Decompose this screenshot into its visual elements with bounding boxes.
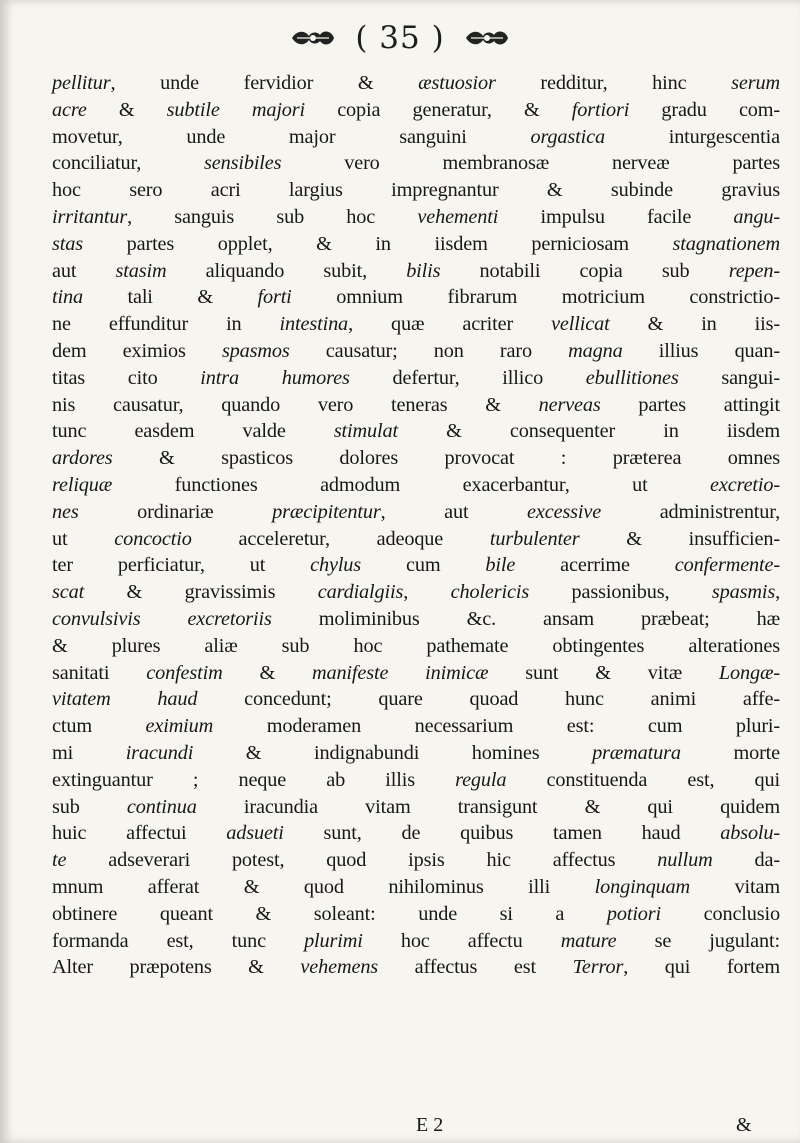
text-segment: & consequenter in iisdem — [397, 420, 780, 443]
text-line — [52, 124, 780, 151]
text-segment: tunc easdem valde — [52, 420, 334, 443]
italic-text-segment: nes — [52, 500, 79, 523]
italic-text-segment: longinquam — [594, 875, 691, 898]
italic-text-segment: intestina — [279, 313, 349, 336]
italic-text-segment: intra humores — [200, 366, 350, 389]
text-line — [52, 311, 780, 338]
text-line — [52, 820, 780, 847]
text-segment: redditur, hinc — [495, 72, 732, 94]
text-segment: hoc sero acri largius impregnantur & subinde gravius — [52, 179, 780, 202]
text-segment: aliquando subit, — [166, 259, 407, 282]
page-header — [0, 18, 800, 58]
italic-text-segment: vitatem haud — [52, 688, 198, 711]
italic-text-segment: stagnationem — [672, 232, 780, 255]
text-segment: omnium fibrarum motricium constrictio- — [291, 286, 780, 309]
text-segment: , — [775, 581, 781, 604]
text-segment: mnum afferat & quod nihilominus illi — [52, 875, 595, 898]
text-segment: administrentur, — [601, 500, 780, 523]
italic-text-segment: plurimi — [304, 929, 363, 952]
page-footer — [0, 1114, 800, 1138]
italic-text-segment: stasim — [115, 259, 167, 282]
text-line — [52, 70, 780, 97]
italic-text-segment: cholericis — [450, 581, 530, 604]
text-segment: conclusio — [661, 902, 780, 925]
text-segment: morte — [680, 741, 781, 764]
printer-fleuron-icon — [289, 26, 337, 50]
text-line — [52, 928, 780, 955]
text-segment: formanda est, tunc — [52, 929, 305, 952]
italic-text-segment: continua — [126, 795, 197, 818]
text-segment: , qui fortem — [623, 956, 780, 979]
italic-text-segment: eximium — [145, 715, 214, 738]
text-segment: , — [403, 581, 451, 604]
italic-text-segment: scat — [52, 581, 85, 604]
text-line — [52, 794, 780, 821]
text-segment: & in iis- — [609, 313, 780, 336]
text-segment: vero membranosæ nerveæ partes — [281, 152, 780, 175]
text-segment: dem eximios — [52, 339, 222, 362]
text-segment: passionibus, — [529, 581, 712, 604]
text-line — [52, 97, 780, 124]
text-line — [52, 740, 780, 767]
text-segment: sunt & vitæ — [488, 661, 719, 684]
italic-text-segment: acre — [52, 98, 87, 121]
italic-text-segment: nullum — [657, 849, 713, 872]
italic-text-segment: excretio- — [710, 473, 780, 496]
italic-text-segment: serum — [731, 72, 780, 94]
text-segment: , sanguis sub hoc — [127, 205, 418, 228]
text-line — [52, 767, 780, 794]
italic-text-segment: Longæ- — [718, 661, 781, 684]
text-line — [52, 445, 780, 472]
text-segment: sangui- — [678, 366, 780, 389]
italic-text-segment: regula — [455, 768, 507, 791]
text-segment: nis causatur, quando vero teneras & — [52, 393, 539, 416]
text-segment: obtinere queant & soleant: unde si a — [52, 902, 607, 925]
text-line — [52, 472, 780, 499]
italic-text-segment: absolu- — [720, 822, 781, 845]
italic-text-segment: æstuosior — [418, 72, 496, 94]
italic-text-segment: irritantur — [52, 205, 128, 228]
text-segment: defertur, illico — [349, 366, 586, 389]
text-segment: acceleretur, adeoque — [191, 527, 490, 550]
italic-text-segment: nerveas — [538, 393, 601, 416]
text-segment: & — [86, 98, 167, 121]
text-line — [52, 231, 780, 258]
text-line — [52, 954, 780, 981]
text-line — [52, 686, 780, 713]
text-line — [52, 526, 780, 553]
italic-text-segment: vellicat — [551, 313, 610, 336]
text-segment: copia generatur, & — [305, 98, 572, 121]
text-segment: & gravissimis — [84, 581, 318, 604]
text-segment: ordinariæ — [78, 500, 273, 523]
text-segment: & plures aliæ sub hoc pathemate obtingentes alterationes — [52, 634, 780, 657]
page-number: ( 35 ) — [355, 19, 445, 56]
text-line — [52, 713, 780, 740]
text-segment: , aut — [380, 500, 528, 523]
italic-text-segment: reliquæ — [52, 473, 113, 496]
text-segment: ter perficiatur, ut — [52, 554, 311, 577]
text-line — [52, 901, 780, 928]
text-segment: mi — [52, 741, 126, 764]
italic-text-segment: præcipitentur — [272, 500, 381, 523]
text-segment: vitam — [690, 875, 781, 898]
italic-text-segment: manifeste inimicæ — [311, 661, 489, 684]
italic-text-segment: præmatura — [592, 741, 681, 764]
text-segment: gradu com- — [629, 98, 781, 121]
signature-mark: E 2 — [416, 1114, 444, 1136]
italic-text-segment: iracundi — [125, 741, 194, 764]
text-segment: & indignabundi homines — [193, 741, 593, 764]
italic-text-segment: sensibiles — [204, 152, 282, 175]
text-segment: cum — [361, 554, 486, 577]
text-line — [52, 177, 780, 204]
italic-text-segment: vehementi — [417, 205, 499, 228]
italic-text-segment: excessive — [527, 500, 602, 523]
text-segment: da- — [712, 849, 780, 872]
text-line — [52, 150, 780, 177]
italic-text-segment: fortiori — [571, 98, 630, 121]
text-segment: affectus est — [378, 956, 573, 979]
text-segment: ut — [52, 527, 115, 550]
text-line — [52, 633, 780, 660]
italic-text-segment: chylus — [310, 554, 362, 577]
text-line — [52, 338, 780, 365]
italic-text-segment: cardialgiis — [317, 581, 404, 604]
italic-text-segment: angu- — [733, 205, 780, 228]
italic-text-segment: stas — [52, 232, 83, 255]
text-segment: ctum — [52, 715, 146, 738]
latin-text-body — [52, 70, 780, 981]
italic-text-segment: convulsivis excretoriis — [52, 607, 272, 630]
italic-text-segment: tina — [52, 286, 83, 309]
text-segment: functiones admodum exacerbantur, ut — [112, 473, 711, 496]
printer-fleuron-icon — [463, 26, 511, 50]
text-segment: impulsu facile — [498, 205, 734, 228]
text-segment: & — [222, 661, 312, 684]
text-segment: partes attingit — [600, 393, 780, 416]
text-segment: partes opplet, & in iisdem perniciosam — [82, 232, 673, 255]
italic-text-segment: ardores — [52, 447, 113, 470]
text-segment: adseverari potest, quod ipsis hic affectus — [66, 849, 658, 872]
catchword: & — [736, 1114, 752, 1136]
text-segment: moliminibus &c. ansam præbeat; hæ — [271, 607, 781, 630]
text-line — [52, 284, 780, 311]
text-line — [52, 204, 780, 231]
text-segment: tali & — [82, 286, 258, 309]
text-line — [52, 874, 780, 901]
text-segment: sub — [52, 795, 127, 818]
italic-text-segment: subtile majori — [166, 98, 306, 121]
italic-text-segment: repen- — [728, 259, 780, 282]
italic-text-segment: spasmis — [711, 581, 776, 604]
text-segment: Alter præpotens & — [52, 956, 301, 979]
italic-text-segment: potiori — [606, 902, 662, 925]
text-line — [52, 847, 780, 874]
text-segment: acerrime — [515, 554, 675, 577]
italic-text-segment: confestim — [146, 661, 223, 684]
text-line — [52, 365, 780, 392]
text-segment: moderamen necessarium est: cum pluri- — [213, 715, 781, 738]
text-segment: concedunt; quare quoad hunc animi affe- — [197, 688, 781, 711]
text-segment: movetur, unde major sanguini — [52, 125, 531, 148]
italic-text-segment: spasmos — [221, 339, 290, 362]
text-line — [52, 660, 780, 687]
text-segment: se jugulant: — [616, 929, 780, 952]
text-segment: huic affectui — [52, 822, 227, 845]
text-segment: & insufficien- — [579, 527, 780, 550]
italic-text-segment: te — [52, 849, 67, 872]
text-segment: iracundia vitam transigunt & qui quidem — [196, 795, 780, 818]
text-segment: aut — [52, 259, 116, 282]
text-segment: constituenda est, qui — [506, 768, 780, 791]
text-line — [52, 418, 780, 445]
text-segment: notabili copia sub — [440, 259, 729, 282]
text-line — [52, 499, 780, 526]
italic-text-segment: confermente- — [674, 554, 780, 577]
text-segment: inturgescentia — [604, 125, 780, 148]
italic-text-segment: mature — [560, 929, 617, 952]
text-segment: illius quan- — [622, 339, 780, 362]
italic-text-segment: forti — [257, 286, 292, 309]
italic-text-segment: ebullitiones — [585, 366, 679, 389]
text-segment: extinguantur ; neque ab illis — [52, 768, 456, 791]
italic-text-segment: turbulenter — [489, 527, 580, 550]
text-segment: titas cito — [52, 366, 201, 389]
text-line — [52, 552, 780, 579]
italic-text-segment: vehemens — [300, 956, 379, 979]
italic-text-segment: magna — [568, 339, 623, 362]
italic-text-segment: bile — [485, 554, 516, 577]
text-segment: sunt, de quibus tamen haud — [283, 822, 721, 845]
italic-text-segment: pellitur — [52, 72, 111, 94]
italic-text-segment: Terror — [572, 956, 624, 979]
text-segment: hoc affectu — [362, 929, 561, 952]
text-segment: sanitati — [52, 661, 147, 684]
italic-text-segment: concoctio — [114, 527, 192, 550]
text-segment: & spasticos dolores provocat : præterea omnes — [112, 447, 780, 470]
italic-text-segment: adsueti — [226, 822, 284, 845]
text-segment: , quæ acriter — [348, 313, 552, 336]
text-segment: conciliatur, — [52, 152, 205, 175]
text-segment: ne effunditur in — [52, 313, 280, 336]
italic-text-segment: stimulat — [333, 420, 398, 443]
text-line — [52, 258, 780, 285]
text-line — [52, 392, 780, 419]
text-segment: , unde fervidior & — [110, 72, 419, 94]
text-line — [52, 606, 780, 633]
text-segment: causatur; non raro — [289, 339, 569, 362]
text-line — [52, 579, 780, 606]
italic-text-segment: orgastica — [530, 125, 605, 148]
italic-text-segment: bilis — [406, 259, 441, 282]
